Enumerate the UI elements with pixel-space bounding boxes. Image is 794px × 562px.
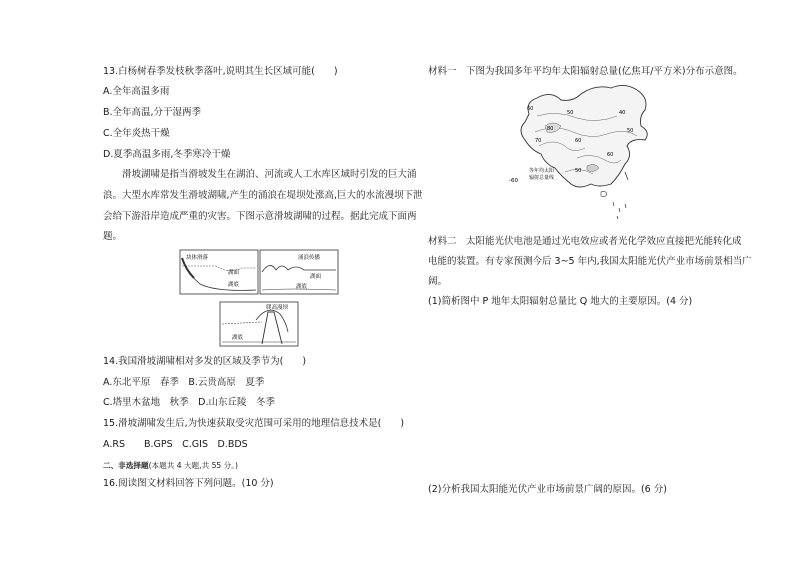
passage-line-3: 会给下游沿岸造成严重的灾害。下图示意滑坡湖啸的过程。据此完成下面两 xyxy=(103,211,417,222)
passage-line-1: 滑坡湖啸是指当滑坡发生在湖泊、河流或人工水库区域时引发的巨大涌 xyxy=(103,169,417,180)
isoline-label-7: 50 xyxy=(627,128,634,134)
isoline-label-6: 60 xyxy=(575,138,582,144)
panel-2-wave xyxy=(262,265,336,272)
panel-1-slide-mass xyxy=(182,258,194,278)
legend-value: -60 xyxy=(509,178,518,184)
section-2-title: 二、非选择题 xyxy=(103,461,149,470)
section-2-note: (本题共 4 大题,共 55 分。) xyxy=(148,461,239,470)
legend-line-2: 辐射总量线 xyxy=(529,175,555,181)
q13-stem: 13.白杨树春季发枝秋季落叶,说明其生长区域可能( ) xyxy=(103,66,338,77)
sub-question-1: (1)简析图中 P 地年太阳辐射总量比 Q 地大的主要原因。(4 分) xyxy=(428,296,693,307)
isoline-label-8: 60 xyxy=(607,152,614,158)
panel-2-label-bottom: 湖底 xyxy=(296,284,308,290)
q13-option-a: A.全年高温多雨 xyxy=(103,86,170,97)
q15-options: A.RS B.GPS C.GIS D.BDS xyxy=(103,439,248,450)
passage-line-2: 浪。大型水库常发生滑坡湖啸,产生的涌浪在堤坝处涨高,巨大的水流漫坝下泄 xyxy=(103,190,423,201)
panel-3-dam xyxy=(262,312,282,344)
panel-3-overflow-wave xyxy=(256,310,288,332)
q13-option-c: C.全年炎热干燥 xyxy=(103,128,170,139)
panel-1-label-slide: 块体滑落 xyxy=(186,255,209,261)
isoline-label-2: 50 xyxy=(567,110,574,116)
isoline-label-3: 40 xyxy=(619,110,626,116)
isoline-label-5: 70 xyxy=(535,138,542,144)
material-2-line-2: 电能的装置。有专家预测今后 3~5 年内,我国太阳能光伏产业市场前景相当广 xyxy=(428,256,752,267)
material-2-line-3: 阔。 xyxy=(428,276,448,287)
panel-2-label-propagation: 涌浪传播 xyxy=(298,255,321,261)
taiwan-island xyxy=(625,172,628,180)
q13-option-d: D.夏季高温多雨,冬季寒冷干燥 xyxy=(103,149,231,160)
panel-3-water-surface xyxy=(222,322,262,324)
panel-3-label-bottom: 湖底 xyxy=(232,335,244,341)
isoline-label-9: 50 xyxy=(575,168,582,174)
legend-line-1: 等年均太阳 xyxy=(529,168,555,174)
q16-stem: 16.阅读图文材料回答下列问题。(10 分) xyxy=(103,478,274,489)
material-2-line-1: 材料二 太阳能光伏电池是通过光电效应或者光化学效应直接把光能转化成 xyxy=(428,236,742,247)
panel-1-label-surface: 湖面 xyxy=(228,270,240,276)
q13-option-b: B.全年高温,分干湿两季 xyxy=(103,107,202,118)
q14-options-row2: C.塔里木盆地 秋季 D.山东丘陵 冬季 xyxy=(103,397,275,408)
china-solar-radiation-map xyxy=(507,80,667,220)
q14-stem: 14.我国滑坡湖啸相对多发的区域及季节为( ) xyxy=(103,356,307,367)
sub-question-2: (2)分析我国太阳能光伏产业市场前景广阔的原因。(6 分) xyxy=(428,484,667,495)
panel-1-water-surface xyxy=(182,266,256,271)
south-sea-islands xyxy=(613,202,626,219)
isoline-label-4: 80 xyxy=(547,126,554,132)
q15-stem: 15.滑坡湖啸发生后,为快速获取受灾范围可采用的地理信息技术是( ) xyxy=(103,418,405,429)
passage-line-4: 题。 xyxy=(103,231,123,242)
section-2-heading xyxy=(103,460,238,472)
panel-1-label-bottom: 湖底 xyxy=(228,282,240,288)
panel-3-label-overtop: 爬高漫坝 xyxy=(266,305,289,311)
q14-options-row1: A.东北平原 春季 B.云贵高原 夏季 xyxy=(103,377,265,388)
isoline-label-1: 60 xyxy=(527,106,534,112)
panel-2-label-surface: 湖面 xyxy=(310,274,322,280)
material-1-text: 材料一 下图为我国多年平均年太阳辐射总量(亿焦耳/平方米)分布示意图。 xyxy=(428,66,743,77)
panel-1-slope xyxy=(182,258,256,290)
hainan-island xyxy=(601,191,607,196)
landslide-wave-figure xyxy=(170,248,350,350)
